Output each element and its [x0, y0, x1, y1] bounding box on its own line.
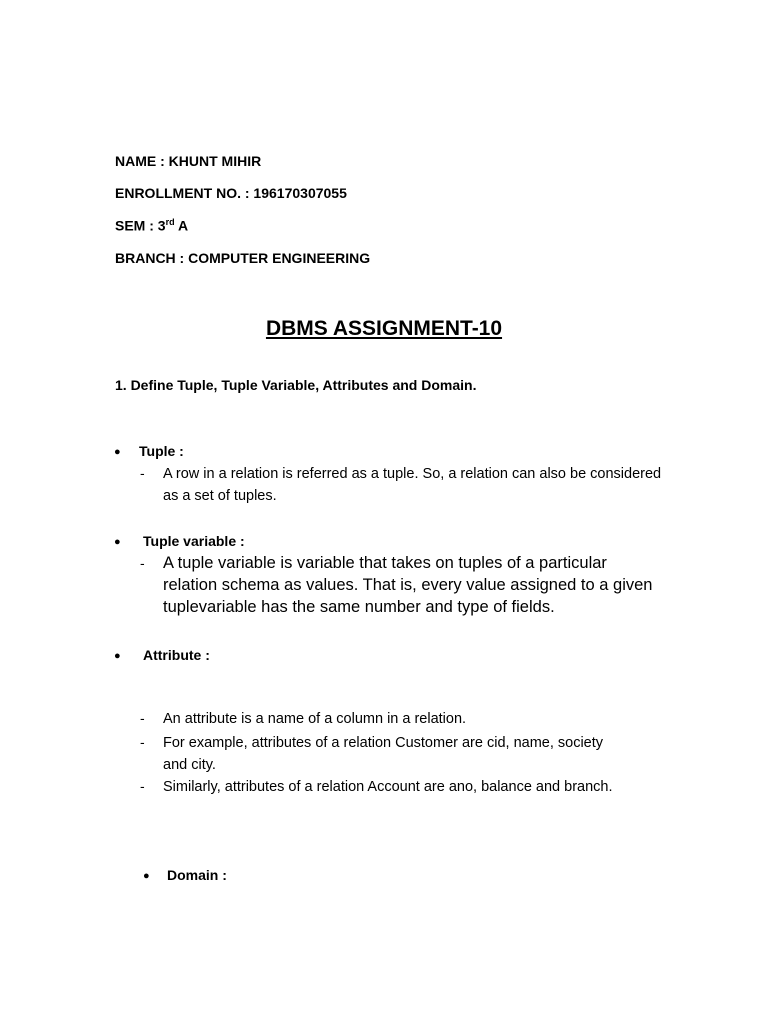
tuple-variable-definition: A tuple variable is variable that takes on tuples of a particular relation schema as values. That is, every value assigned to a given tuplevariable has the same number and type of fields. — [163, 554, 653, 616]
dash-icon: - — [140, 465, 145, 481]
semester-prefix: SEM : 3 — [115, 217, 166, 234]
enrollment-number: ENROLLMENT NO. : 196170307055 — [115, 185, 347, 201]
bullet-icon: ● — [143, 870, 150, 882]
domain-heading: Domain : — [167, 867, 227, 883]
attribute-item: Similarly, attributes of a relation Account are ano, balance and branch. — [163, 779, 613, 795]
semester-suffix: A — [174, 217, 189, 234]
dash-icon: - — [140, 555, 145, 571]
bullet-icon: ● — [114, 650, 121, 662]
branch: BRANCH : COMPUTER ENGINEERING — [115, 250, 371, 266]
tuple-heading: Tuple : — [139, 443, 184, 459]
document-title: DBMS ASSIGNMENT-10 — [265, 317, 503, 340]
semester — [115, 217, 188, 234]
attribute-item: An attribute is a name of a column in a relation. — [163, 711, 467, 727]
dash-icon: - — [140, 778, 145, 794]
attribute-item: For example, attributes of a relation Customer are cid, name, society and city. — [163, 735, 604, 773]
tuple-definition: A row in a relation is referred as a tuple. So, a relation can also be considered as a set of tuples. — [163, 466, 662, 504]
bullet-icon: ● — [114, 446, 121, 458]
semester-superscript: rd — [165, 217, 175, 227]
question-heading: 1. Define Tuple, Tuple Variable, Attributes and Domain. — [115, 377, 477, 393]
bullet-icon: ● — [114, 536, 121, 548]
tuple-variable-heading: Tuple variable : — [143, 533, 245, 549]
attribute-heading: Attribute : — [143, 647, 210, 663]
student-name: NAME : KHUNT MIHIR — [115, 153, 262, 169]
dash-icon: - — [140, 710, 145, 726]
dash-icon: - — [140, 734, 145, 750]
